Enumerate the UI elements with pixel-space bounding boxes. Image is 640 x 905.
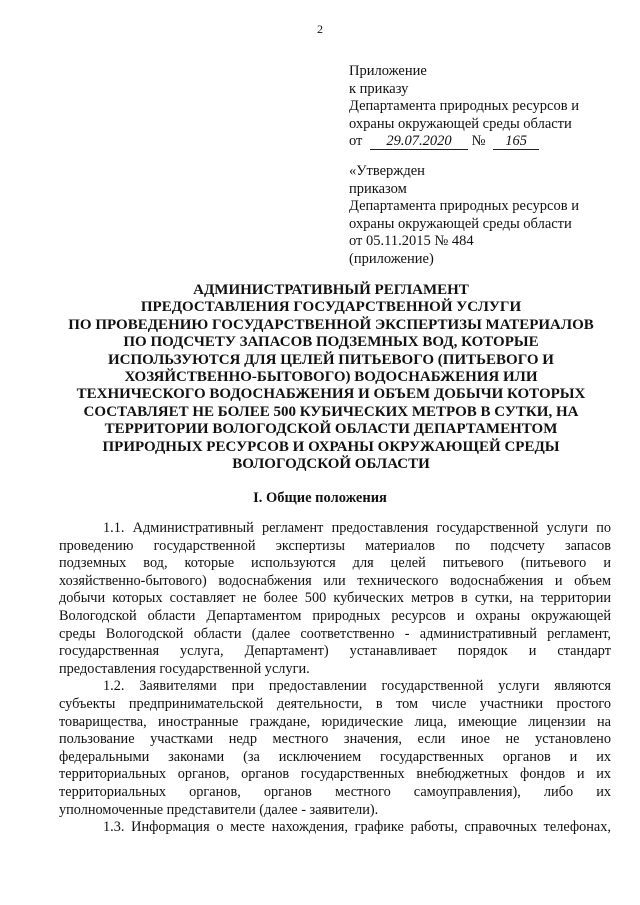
paragraph-line: хозяйственно-бытового) водоснабжения или технического водоснабжения и объем [59, 572, 611, 589]
paragraph-line: территориальных органов, органов государственных внебюджетных фондов и их [59, 766, 611, 783]
title-line: ВОЛОГОДСКОЙ ОБЛАСТИ [232, 456, 430, 473]
appendix-line: охраны окружающей среды области [349, 115, 572, 132]
date-prefix: от [349, 133, 363, 150]
appendix-date-line [349, 133, 619, 151]
paragraph-line: уполномоченные представители (далее - заявители). [59, 801, 379, 818]
appendix-line: к приказу [349, 80, 409, 97]
paragraph-line: среды Вологодской области (далее соответственно - административный регламент, [59, 625, 611, 642]
title-line: СОСТАВЛЯЕТ НЕ БОЛЕЕ 500 КУБИЧЕСКИХ МЕТРОВ В СУТКИ, НА [83, 403, 579, 420]
title-line: АДМИНИСТРАТИВНЫЙ РЕГЛАМЕНТ [193, 282, 469, 298]
paragraph-line: территориальных органов, органов местного самоуправления), либо их [59, 783, 611, 800]
handwritten-number: 165 [493, 134, 539, 150]
approved-line: от 05.11.2015 № 484 [349, 233, 474, 250]
title-line: ИСПОЛЬЗУЮТСЯ ДЛЯ ЦЕЛЕЙ ПИТЬЕВОГО (ПИТЬЕВОГО И [108, 351, 554, 368]
title-line: ПО ПОДСЧЕТУ ЗАПАСОВ ПОДЗЕМНЫХ ВОД, КОТОРЫЕ [123, 334, 539, 351]
paragraph-1-3 [59, 819, 611, 837]
title-line: ПРЕДОСТАВЛЕНИЯ ГОСУДАРСТВЕННОЙ УСЛУГИ [140, 299, 522, 316]
paragraph-line: субъекты предпринимательской деятельности, в том числе участники простого [59, 695, 611, 712]
appendix-block [349, 63, 619, 151]
paragraph-line: товарищества, иностранные граждане, юридические лица, имеющие лицензии на [59, 713, 611, 730]
approved-line: охраны окружающей среды области [349, 215, 572, 232]
paragraph-line: пользование участками недр местного значения, если иное не установлено [59, 731, 611, 748]
approved-block [349, 163, 619, 269]
approved-line: приказом [349, 180, 407, 197]
paragraph-line: подземных вод, которые используются для целей питьевого (питьевого и [59, 555, 611, 572]
body-text [59, 520, 611, 837]
paragraph-line: федеральными законами (за исключением государственных органов и их [59, 748, 611, 765]
paragraph-line: предоставления государственной услуги. [59, 660, 310, 677]
title-line: ТЕРРИТОРИИ ВОЛОГОДСКОЙ ОБЛАСТИ ДЕПАРТАМЕНТОМ [104, 421, 558, 438]
paragraph-line: 1.2. Заявителями при предоставлении государственной услуги являются [103, 678, 611, 695]
approved-line: «Утвержден [349, 163, 425, 179]
paragraph-1-2 [59, 678, 611, 819]
handwritten-date: 29.07.2020 [370, 134, 468, 150]
paragraph-line: 1.1. Административный регламент предоставления государственной услуги по [103, 520, 611, 536]
section-heading: I. Общие положения [253, 490, 387, 506]
appendix-line: Приложение [349, 63, 427, 79]
paragraph-line: Вологодской области Департаментом природных ресурсов и охраны окружающей [59, 607, 611, 624]
title-line: ПО ПРОВЕДЕНИЮ ГОСУДАРСТВЕННОЙ ЭКСПЕРТИЗЫ МАТЕРИАЛОВ [68, 316, 594, 333]
title-line: ПРИРОДНЫХ РЕСУРСОВ И ОХРАНЫ ОКРУЖАЮЩЕЙ СРЕДЫ [102, 438, 560, 455]
paragraph-line: проведению государственной экспертизы материалов по подсчету запасов [59, 537, 611, 554]
paragraph-line: государственная услуга, Департамент) устанавливает порядок и стандарт [59, 643, 611, 660]
appendix-line: Департамента природных ресурсов и [349, 98, 579, 115]
approved-line: (приложение) [349, 250, 434, 267]
title-line: ХОЗЯЙСТВЕННО-БЫТОВОГО) ВОДОСНАБЖЕНИЯ ИЛИ [124, 369, 538, 386]
paragraph-line: добычи которых составляет не более 500 кубических метров в сутки, на территории [59, 590, 611, 607]
paragraph-line: 1.3. Информация о месте нахождения, графике работы, справочных телефонах, [103, 819, 611, 836]
number-label: № [471, 133, 486, 150]
document-title [40, 282, 622, 473]
approved-line: Департамента природных ресурсов и [349, 198, 579, 215]
title-line: ТЕХНИЧЕСКОГО ВОДОСНАБЖЕНИЯ И ОБЪЕМ ДОБЫЧИ КОТОРЫХ [76, 386, 586, 403]
page-number: 2 [317, 22, 323, 36]
paragraph-1-1 [59, 520, 611, 678]
